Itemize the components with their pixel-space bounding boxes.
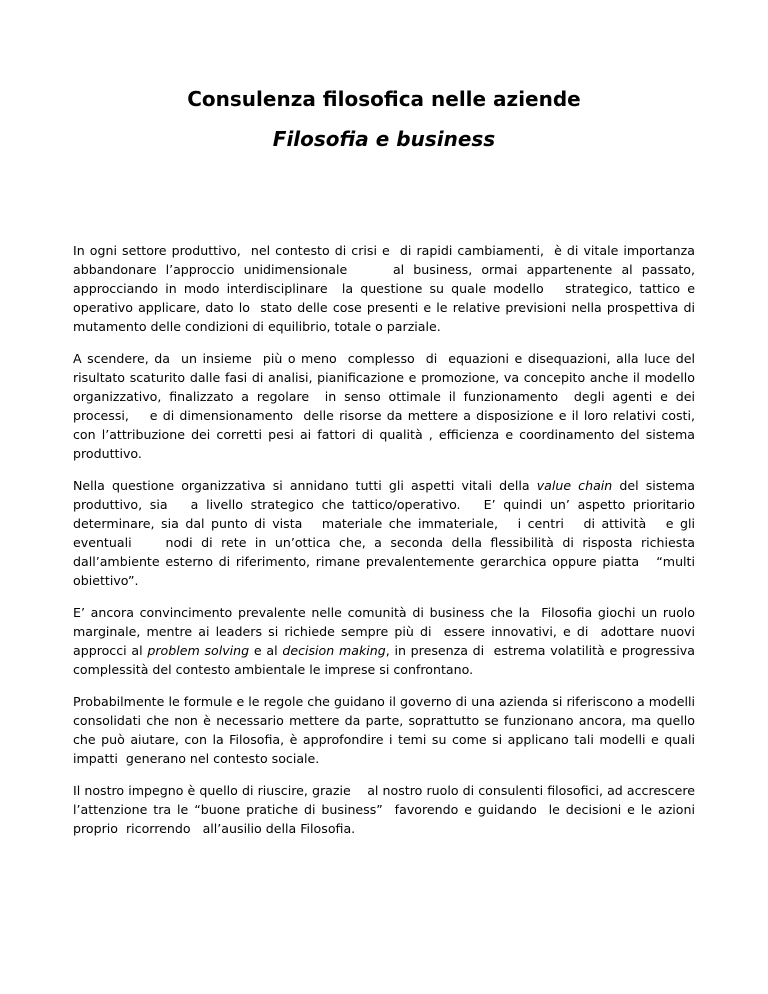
body-paragraph [73,476,700,590]
document-title: Consulenza filosofica nelle aziende [187,87,581,111]
body-paragraph [73,603,700,679]
paragraph-text: Il nostro impegno è quello di riuscire, grazie al nostro ruolo di consulenti filosofici, ad accrescere l’attenzione tra le “buone pratiche di business” favorendo e guidando le decisioni e le azioni proprio ricorrendo all’ausilio della Filosofia. [73,783,700,836]
paragraph-text: Nella questione organizzativa si annidano tutti gli aspetti vitali della [73,478,537,493]
document-body [73,241,704,851]
body-paragraph [73,241,700,336]
italic-term: value chain [536,478,613,493]
paragraph-text: e al [249,643,283,658]
paragraph-text: A scendere, da un insieme più o meno complesso di equazioni e disequazioni, alla luce del risultato scaturito dalle fasi di analisi, pianificazione e promozione, va concepito anche il modello organizzativo, finalizzato a regolare in senso ottimale il funzionamento degli agenti e dei processi, e di dimensionamento delle risorse da mettere a disposizione e il loro relativi costi, con l’attribuzione dei corretti pesi ai fattori di qualità , efficienza e coordinamento del sistema produttivo. [73,351,700,461]
italic-term: problem solving [147,643,250,658]
paragraph-text: Probabilmente le formule e le regole che guidano il governo di una azienda si riferiscono a modelli consolidati che non è necessario mettere da parte, soprattutto se funzionano ancora, ma quello che può aiutare, con la Filosofia, è approfondire i temi su come si applicano tali modelli e quali impatti generano nel contesto sociale. [73,694,704,766]
paragraph-text: In ogni settore produttivo, nel contesto di crisi e di rapidi cambiamenti, è di vitale importanza abbandonare l’approccio unidimensionale al business, ormai appartenente al passato, approcciando in modo interdisciplinare la questione su quale modello strategico, tattico e operativo applicare, dato lo stato delle cose presenti e le relative previsioni nella prospettiva di mutamento delle condizioni di equilibrio, totale o parziale. [73,243,700,334]
body-paragraph [73,349,700,463]
body-paragraph [73,781,700,838]
paragraph-text: , in presenza di estrema volatilità e progressiva complessità del contesto ambientale le imprese si confrontano. [73,643,699,677]
body-paragraph [73,692,704,768]
paragraph-text: del sistema produttivo, sia a livello strategico che tattico/operativo. E’ quindi un’ aspetto prioritario determinare, sia dal punto di vista materiale che immateriale, i centri di attività e gli eventuali nodi di rete in un’ottica che, a seconda della flessibilità di risposta richiesta dall’ambiente esterno di riferimento, rimane prevalentemente gerarchica oppure piatta “multi obiettivo”. [73,478,700,588]
paragraph-text: E’ ancora convincimento prevalente nelle comunità di business che la Filosofia giochi un ruolo marginale, mentre ai leaders si richiede sempre più di essere innovativi, e di adottare nuovi approcci al [73,605,700,658]
italic-term: decision making [282,643,386,658]
document-subtitle: Filosofia e business [272,127,496,151]
